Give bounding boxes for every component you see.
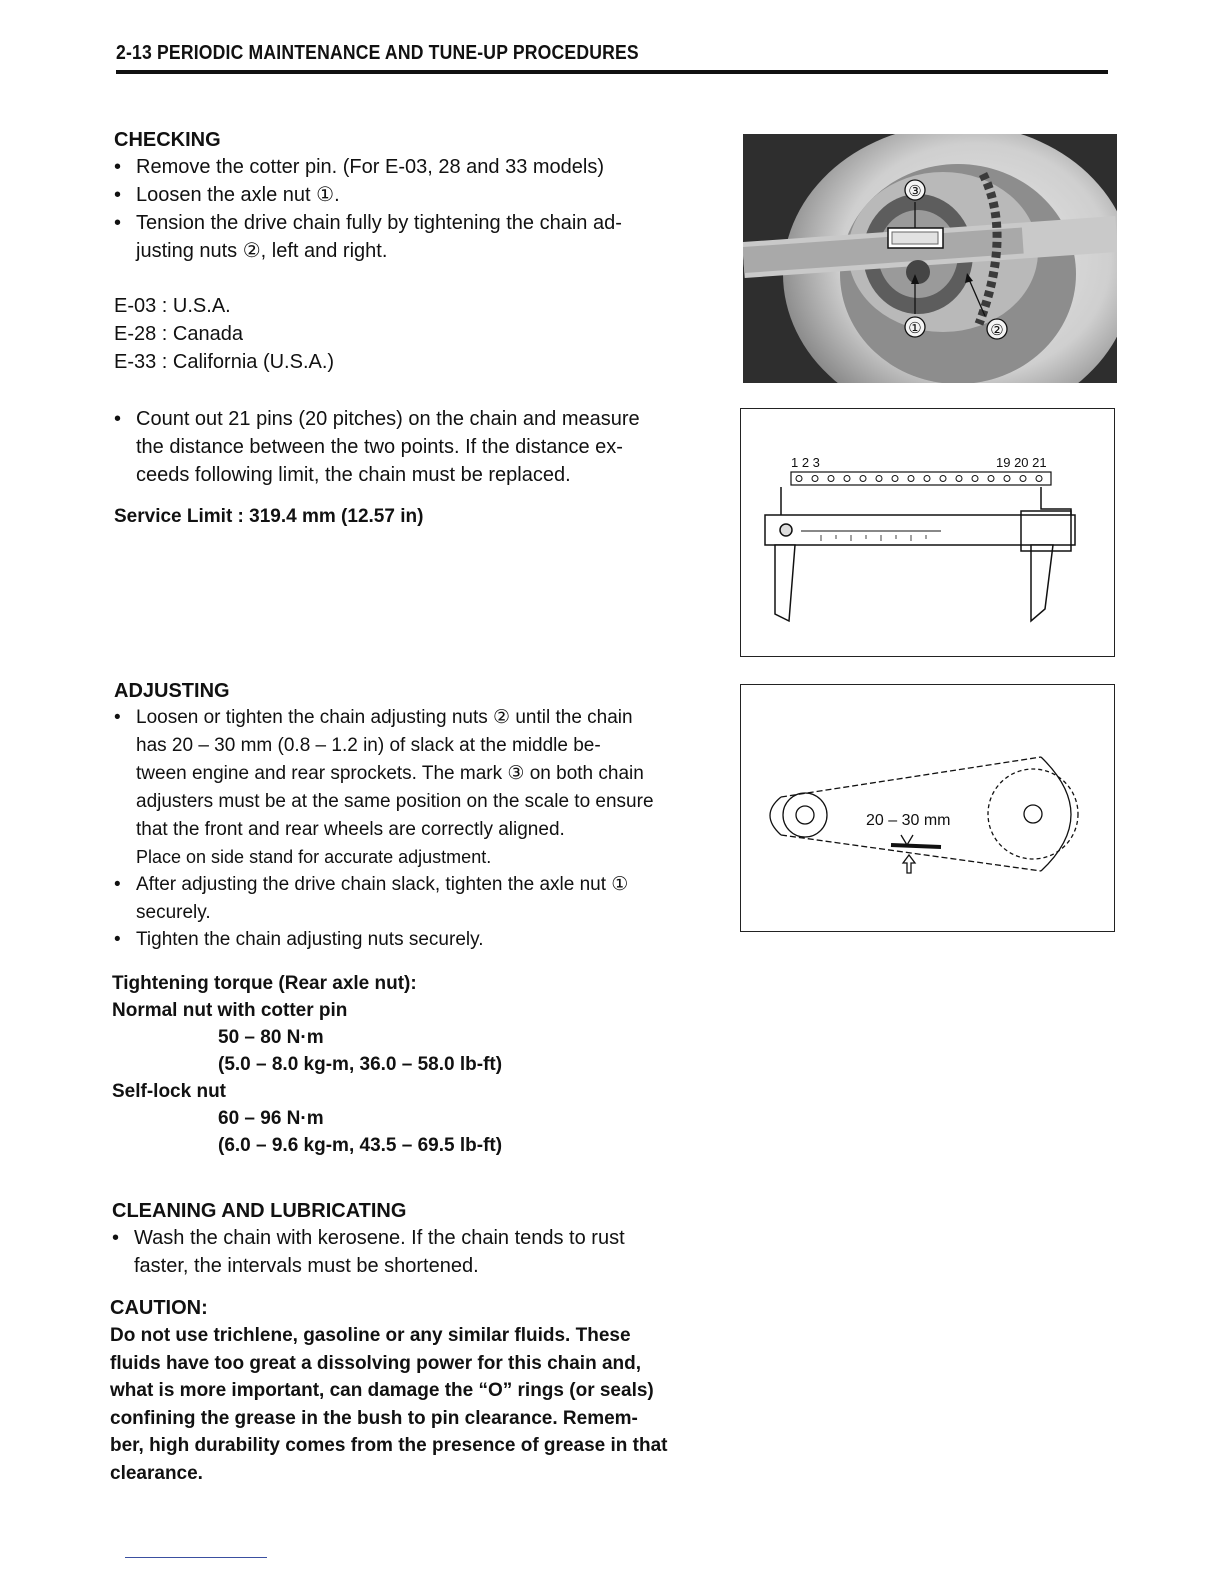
rear-axle-photo-graphic [743, 134, 1117, 383]
caution-section: CAUTION: Do not use trichlene, gasoline or any similar fluids. These fluids have too great a dissolving power for this chain and, what is more important, can damage the “O” rings (or seals) confining the grease in the bush to pin clearance. Remem- ber, high durability comes from the presence of grease in that clearance. [110, 1294, 720, 1487]
torque-normal-label: Normal nut with cotter pin [112, 1000, 348, 1021]
torque-spec [112, 970, 712, 1159]
caution-heading: CAUTION: [110, 1297, 208, 1319]
rear-axle-photo [743, 134, 1117, 383]
slack-label: 20 – 30 mm [866, 812, 951, 829]
checking-section [114, 127, 714, 265]
list-item: • Remove the cotter pin. (For E-03, 28 and 33 models) [114, 156, 605, 178]
callout-1-label: ① [908, 320, 922, 337]
list-item: • Loosen the axle nut ①. [114, 184, 340, 206]
footer-rule [125, 1557, 267, 1558]
cleaning-section: CLEANING AND LUBRICATING • Wash the chain with kerosene. If the chain tends to rust faster, the intervals must be shortened. [112, 1198, 712, 1280]
torque-normal-conversion: (5.0 – 8.0 kg-m, 36.0 – 58.0 lb-ft) [218, 1054, 503, 1075]
caliper-diagram [741, 409, 1114, 656]
chain-row [791, 472, 1051, 485]
list-item-continuation: justing nuts ②, left and right. [136, 240, 388, 262]
torque-normal-value: 50 – 80 N·m [218, 1027, 324, 1048]
count-pins-instruction: • Count out 21 pins (20 pitches) on the chain and measure the distance between the two points. If the distance ex- ceeds following limit, the chain must be replaced. [114, 408, 640, 486]
callout-3-label: ③ [908, 183, 922, 200]
pin-label-end: 19 20 21 [996, 455, 1047, 470]
page-title: 2-13 PERIODIC MAINTENANCE AND TUNE-UP PROCEDURES [116, 42, 639, 64]
checking-heading: CHECKING [114, 129, 221, 151]
service-limit: Service Limit : 319.4 mm (12.57 in) [114, 506, 424, 527]
region-code: E-28 : Canada [114, 323, 243, 345]
region-code: E-33 : California (U.S.A.) [114, 351, 335, 373]
torque-self-label: Self-lock nut [112, 1081, 227, 1102]
adjusting-section: ADJUSTING • Loosen or tighten the chain adjusting nuts ② until the chain has 20 – 30 mm (0.8 – 1.2 in) of slack at the middle be- tween engine and rear sprockets. The mark ③ on both chain adjusters must be at the same position on the scale to ensure that the front and rear wheels are correctly aligned. Place on side stand for accurate adjustment. • After adjusting the drive chain slack, tighten the axle nut ① securely. • Tighten the chain adjusting nuts securely. [114, 678, 714, 954]
callout-2-label: ② [990, 322, 1004, 339]
page-header [116, 40, 1108, 74]
region-code: E-03 : U.S.A. [114, 295, 231, 317]
pin-label-start: 1 2 3 [791, 455, 820, 470]
torque-self-value: 60 – 96 N·m [218, 1108, 324, 1129]
cleaning-heading: CLEANING AND LUBRICATING [112, 1200, 407, 1222]
slack-diagram [741, 685, 1114, 931]
chain-measurement-figure [740, 408, 1115, 657]
vernier-caliper [765, 487, 1075, 621]
region-codes [114, 292, 334, 376]
list-item: • Tension the drive chain fully by tightening the chain ad- [114, 212, 622, 234]
torque-self-conversion: (6.0 – 9.6 kg-m, 43.5 – 69.5 lb-ft) [218, 1135, 503, 1156]
adjusting-heading: ADJUSTING [114, 680, 230, 702]
torque-title: Tightening torque (Rear axle nut): [112, 973, 417, 994]
chain-slack-figure [740, 684, 1115, 932]
